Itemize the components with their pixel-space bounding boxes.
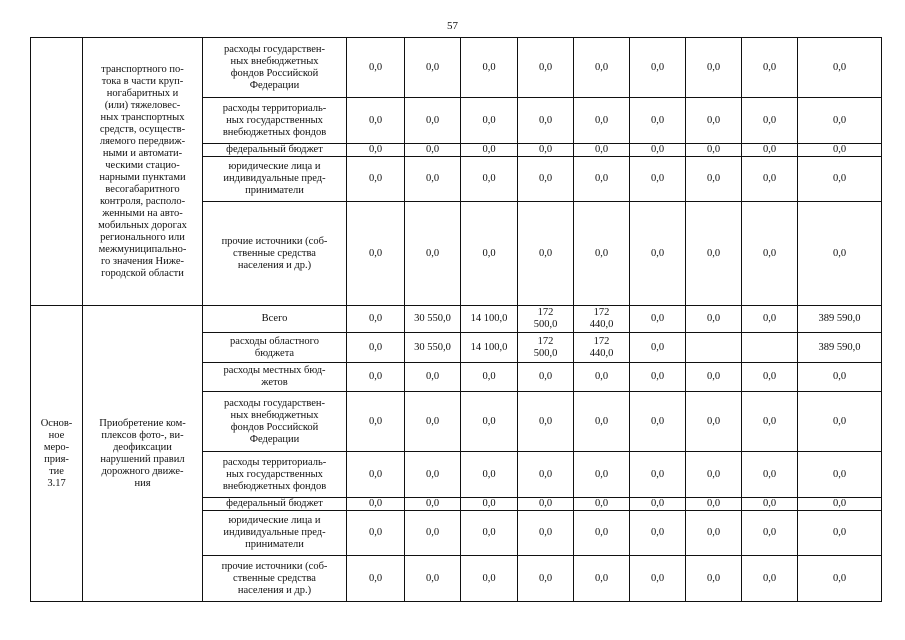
value-cell-text: 0,0: [425, 498, 440, 509]
value-cell-text: 0,0: [832, 144, 847, 155]
value-cell: [518, 511, 574, 556]
value-cell-text: 0,0: [594, 247, 609, 259]
event-description: [83, 38, 203, 306]
value-cell: [686, 363, 742, 392]
value-cell-text: 0,0: [594, 468, 609, 480]
value-cell: [630, 306, 686, 333]
value-cell-text: 0,0: [762, 371, 777, 382]
value-cell: [686, 511, 742, 556]
value-cell: [630, 333, 686, 363]
value-cell-text: 0,0: [368, 468, 383, 480]
funding-source: [203, 98, 347, 144]
value-cell-text: 0,0: [832, 415, 847, 427]
value-cell-text: 0,0: [368, 415, 383, 427]
value-cell: [461, 144, 518, 157]
value-cell-text: 0,0: [425, 468, 440, 480]
value-cell-text: 0,0: [425, 173, 440, 184]
funding-source-text: прочие источники (соб- ственные средства населения и др.): [221, 560, 328, 596]
value-cell-text: 0,0: [482, 173, 496, 184]
value-cell: [742, 144, 798, 157]
value-cell-text: 0,0: [425, 247, 440, 259]
funding-source: [203, 144, 347, 157]
value-cell-text: 30 550,0: [414, 341, 451, 353]
value-cell-text: 0,0: [368, 247, 383, 259]
value-cell: [405, 157, 461, 202]
value-cell-text: 0,0: [762, 468, 777, 480]
value-cell: [347, 38, 405, 98]
funding-source-text: федеральный бюджет: [226, 498, 323, 509]
value-cell-text: 0,0: [706, 114, 721, 126]
value-cell-text: 0,0: [538, 114, 553, 126]
value-cell-text: 0,0: [482, 572, 496, 584]
value-cell: [630, 202, 686, 306]
value-cell: [742, 556, 798, 602]
value-cell-text: 0,0: [650, 527, 665, 538]
value-cell-text: 14 100,0: [470, 313, 508, 324]
value-cell: [461, 498, 518, 511]
value-cell: [742, 98, 798, 144]
value-cell: [686, 157, 742, 202]
value-cell: [518, 452, 574, 498]
value-cell-text: 0,0: [832, 61, 847, 73]
value-cell-text: 0,0: [832, 527, 847, 538]
value-cell-text: 0,0: [706, 61, 721, 73]
value-cell-text: 14 100,0: [470, 341, 508, 353]
value-cell-text: 0,0: [594, 144, 609, 155]
funding-source: [203, 452, 347, 498]
value-cell: [347, 498, 405, 511]
value-cell-text: 0,0: [762, 247, 777, 259]
value-cell: [798, 392, 882, 452]
event-label: [31, 306, 83, 602]
value-cell-text: 0,0: [368, 341, 383, 353]
value-cell-text: 0,0: [650, 371, 665, 382]
value-cell: [461, 556, 518, 602]
value-cell-text: 0,0: [425, 114, 440, 126]
value-cell-text: 0,0: [706, 173, 721, 184]
value-cell: [574, 452, 630, 498]
value-cell: [405, 363, 461, 392]
value-cell: [574, 392, 630, 452]
value-cell-text: 0,0: [706, 572, 721, 584]
value-cell-text: 0,0: [832, 498, 847, 509]
value-cell: [518, 157, 574, 202]
value-cell-text: 0,0: [425, 527, 440, 538]
value-cell: [686, 306, 742, 333]
value-cell: [518, 556, 574, 602]
value-cell: [347, 202, 405, 306]
value-cell: [405, 144, 461, 157]
value-cell-text: 0,0: [425, 415, 440, 427]
value-cell: [798, 556, 882, 602]
value-cell: [347, 333, 405, 363]
value-cell-text: 0,0: [594, 114, 609, 126]
value-cell: [347, 98, 405, 144]
value-cell: [405, 306, 461, 333]
value-cell: [405, 556, 461, 602]
funding-source: [203, 157, 347, 202]
value-cell-text: 0,0: [482, 468, 496, 480]
value-cell: [518, 498, 574, 511]
value-cell-text: 0,0: [482, 61, 496, 73]
value-cell: [461, 38, 518, 98]
value-cell-text: 0,0: [368, 313, 383, 324]
value-cell-text: 0,0: [762, 415, 777, 427]
value-cell-text: 0,0: [538, 468, 553, 480]
funding-source-text: юридические лица и индивидуальные пред- приниматели: [223, 515, 326, 550]
funding-source: [203, 363, 347, 392]
value-cell: [742, 38, 798, 98]
funding-source-text: Всего: [261, 313, 288, 324]
value-cell: [461, 333, 518, 363]
value-cell-text: 0,0: [706, 144, 721, 155]
funding-source-text: расходы государствен- ных внебюджетных фондов Российской Федерации: [223, 397, 326, 445]
value-cell: [630, 452, 686, 498]
value-cell: [686, 333, 742, 363]
value-cell-text: 172 500,0: [533, 307, 558, 330]
value-cell: [798, 452, 882, 498]
value-cell: [742, 452, 798, 498]
value-cell: [461, 452, 518, 498]
value-cell: [574, 306, 630, 333]
value-cell: [405, 38, 461, 98]
funding-source: [203, 38, 347, 98]
value-cell: [518, 306, 574, 333]
value-cell-text: 0,0: [832, 247, 847, 259]
funding-source-text: расходы территориаль- ных государственных внебюджетных фондов: [222, 102, 327, 138]
value-cell: [630, 144, 686, 157]
value-cell: [686, 452, 742, 498]
value-cell: [798, 157, 882, 202]
funding-source-text: прочие источники (соб- ственные средства населения и др.): [221, 235, 328, 271]
value-cell-text: 0,0: [538, 415, 553, 427]
page-number: 57: [447, 20, 458, 32]
value-cell: [518, 333, 574, 363]
value-cell-text: 172 440,0: [589, 307, 614, 330]
value-cell-text: 0,0: [594, 572, 609, 584]
funding-source-text: расходы областного бюджета: [230, 335, 319, 359]
value-cell: [798, 306, 882, 333]
value-cell: [574, 363, 630, 392]
value-cell-text: 0,0: [762, 572, 777, 584]
value-cell-text: 0,0: [538, 498, 553, 509]
value-cell: [405, 392, 461, 452]
funding-source-text: расходы территориаль- ных государственных внебюджетных фондов: [222, 456, 327, 492]
value-cell-text: 0,0: [368, 114, 383, 126]
value-cell: [518, 202, 574, 306]
value-cell: [798, 202, 882, 306]
value-cell-text: 172 500,0: [533, 335, 558, 359]
value-cell-text: 0,0: [650, 61, 665, 73]
value-cell: [574, 38, 630, 98]
value-cell-text: 0,0: [482, 527, 496, 538]
value-cell: [742, 498, 798, 511]
value-cell: [461, 511, 518, 556]
value-cell-text: 0,0: [368, 498, 383, 509]
value-cell-text: 0,0: [425, 144, 440, 155]
value-cell-text: 0,0: [762, 313, 777, 324]
value-cell-text: 0,0: [538, 247, 553, 259]
value-cell-text: 0,0: [706, 468, 721, 480]
value-cell-text: 0,0: [368, 572, 383, 584]
value-cell-text: 0,0: [482, 371, 496, 382]
table-body: [31, 38, 882, 602]
value-cell: [347, 556, 405, 602]
funding-source: [203, 498, 347, 511]
funding-source: [203, 202, 347, 306]
value-cell: [686, 98, 742, 144]
value-cell: [405, 498, 461, 511]
value-cell: [798, 363, 882, 392]
value-cell: [798, 38, 882, 98]
value-cell-text: 389 590,0: [818, 313, 861, 324]
value-cell: [347, 511, 405, 556]
value-cell: [686, 38, 742, 98]
value-cell-text: 0,0: [538, 572, 553, 584]
value-cell: [347, 306, 405, 333]
value-cell-text: 0,0: [650, 341, 665, 353]
value-cell-text: 0,0: [368, 173, 383, 184]
value-cell: [461, 392, 518, 452]
value-cell: [742, 157, 798, 202]
value-cell: [574, 157, 630, 202]
value-cell: [798, 333, 882, 363]
funding-source-text: федеральный бюджет: [226, 144, 323, 155]
event-description-text: транспортного по- тока в части круп- ногабаритных и (или) тяжеловес- ных транспортных средств, осуществ- ляемого передвиж- ными и автомати- ческими стацио- нарными пунктами весогабаритного контроля, располо- женными на авто- мобильных дорогах регионального или межмуниципально- го значения Ниже- городской области: [98, 63, 187, 279]
value-cell-text: 0,0: [650, 173, 665, 184]
value-cell-text: 0,0: [650, 144, 665, 155]
value-cell-text: 0,0: [482, 498, 496, 509]
value-cell-text: 0,0: [650, 572, 665, 584]
value-cell-text: 0,0: [706, 313, 721, 324]
value-cell-text: 0,0: [594, 415, 609, 427]
value-cell: [574, 144, 630, 157]
funding-source: [203, 392, 347, 452]
value-cell: [405, 98, 461, 144]
value-cell: [574, 98, 630, 144]
value-cell: [405, 333, 461, 363]
value-cell: [574, 498, 630, 511]
value-cell: [742, 511, 798, 556]
value-cell-text: 0,0: [762, 527, 777, 538]
value-cell-text: 0,0: [832, 468, 847, 480]
funding-source: [203, 511, 347, 556]
table-row: [31, 38, 882, 98]
value-cell-text: 0,0: [482, 247, 496, 259]
value-cell-text: 0,0: [762, 61, 777, 73]
value-cell: [630, 511, 686, 556]
value-cell: [405, 511, 461, 556]
value-cell-text: 0,0: [706, 415, 721, 427]
value-cell: [798, 498, 882, 511]
value-cell-text: 172 440,0: [589, 335, 614, 359]
value-cell: [347, 392, 405, 452]
value-cell: [686, 202, 742, 306]
value-cell-text: 0,0: [650, 415, 665, 427]
funding-source: [203, 306, 347, 333]
value-cell-text: 0,0: [482, 114, 496, 126]
funding-source: [203, 333, 347, 363]
value-cell: [742, 392, 798, 452]
value-cell-text: 0,0: [594, 527, 609, 538]
value-cell: [347, 157, 405, 202]
value-cell-text: 0,0: [538, 371, 553, 382]
value-cell-text: 30 550,0: [414, 313, 451, 324]
value-cell: [686, 144, 742, 157]
value-cell: [574, 556, 630, 602]
value-cell-text: 0,0: [594, 498, 609, 509]
value-cell: [798, 98, 882, 144]
funding-source: [203, 556, 347, 602]
value-cell: [742, 333, 798, 363]
value-cell: [630, 38, 686, 98]
value-cell: [742, 306, 798, 333]
value-cell-text: 0,0: [538, 173, 553, 184]
value-cell-text: 0,0: [650, 468, 665, 480]
value-cell: [686, 392, 742, 452]
value-cell: [347, 144, 405, 157]
value-cell: [518, 144, 574, 157]
event-label: [31, 38, 83, 306]
value-cell: [405, 452, 461, 498]
value-cell-text: 0,0: [368, 61, 383, 73]
funding-source-text: юридические лица и индивидуальные пред- приниматели: [223, 161, 326, 196]
value-cell: [630, 392, 686, 452]
value-cell-text: 0,0: [594, 371, 609, 382]
value-cell-text: 0,0: [762, 498, 777, 509]
value-cell-text: 0,0: [425, 61, 440, 73]
value-cell-text: 0,0: [368, 144, 383, 155]
value-cell-text: 0,0: [650, 247, 665, 259]
value-cell-text: 0,0: [706, 371, 721, 382]
value-cell: [630, 498, 686, 511]
value-cell-text: 0,0: [832, 114, 847, 126]
value-cell-text: 0,0: [762, 114, 777, 126]
value-cell: [574, 202, 630, 306]
event-label-text: Основ- ное меро- прия- тие 3.17: [40, 417, 73, 489]
budget-table: [30, 37, 882, 602]
value-cell-text: 0,0: [594, 173, 609, 184]
value-cell-text: 0,0: [425, 371, 440, 382]
funding-source-text: расходы государствен- ных внебюджетных фондов Российской Федерации: [223, 43, 326, 91]
value-cell: [347, 452, 405, 498]
value-cell-text: 0,0: [650, 114, 665, 126]
value-cell: [798, 511, 882, 556]
value-cell: [630, 363, 686, 392]
value-cell: [518, 98, 574, 144]
value-cell: [686, 556, 742, 602]
value-cell: [630, 98, 686, 144]
value-cell: [347, 363, 405, 392]
value-cell-text: 0,0: [538, 527, 553, 538]
value-cell-text: 0,0: [832, 572, 847, 584]
value-cell-text: 0,0: [706, 498, 721, 509]
value-cell-text: 0,0: [482, 144, 496, 155]
value-cell: [742, 202, 798, 306]
value-cell-text: 0,0: [538, 144, 553, 155]
value-cell: [461, 306, 518, 333]
value-cell: [405, 202, 461, 306]
value-cell: [798, 144, 882, 157]
value-cell-text: 0,0: [368, 527, 383, 538]
value-cell: [461, 157, 518, 202]
value-cell-text: 0,0: [762, 173, 777, 184]
table-row: [31, 306, 882, 333]
value-cell-text: 0,0: [762, 144, 777, 155]
value-cell: [574, 333, 630, 363]
value-cell: [574, 511, 630, 556]
value-cell: [461, 202, 518, 306]
value-cell: [518, 363, 574, 392]
value-cell-text: 389 590,0: [818, 341, 861, 353]
value-cell: [630, 157, 686, 202]
value-cell-text: 0,0: [482, 415, 496, 427]
value-cell-text: 0,0: [832, 173, 847, 184]
value-cell: [518, 392, 574, 452]
value-cell-text: 0,0: [538, 61, 553, 73]
value-cell-text: 0,0: [425, 572, 440, 584]
value-cell-text: 0,0: [706, 247, 721, 259]
value-cell: [518, 38, 574, 98]
value-cell-text: 0,0: [706, 527, 721, 538]
value-cell: [686, 498, 742, 511]
event-description: [83, 306, 203, 602]
value-cell-text: 0,0: [650, 313, 665, 324]
event-description-text: Приобретение ком- плексов фото-, ви- деофиксации нарушений правил дорожного движе- ния: [99, 417, 186, 489]
value-cell-text: 0,0: [650, 498, 665, 509]
value-cell-text: 0,0: [594, 61, 609, 73]
value-cell: [461, 98, 518, 144]
value-cell: [630, 556, 686, 602]
value-cell: [461, 363, 518, 392]
value-cell: [742, 363, 798, 392]
funding-source-text: расходы местных бюд- жетов: [223, 365, 326, 388]
value-cell-text: 0,0: [832, 371, 847, 382]
value-cell-text: 0,0: [368, 371, 383, 382]
